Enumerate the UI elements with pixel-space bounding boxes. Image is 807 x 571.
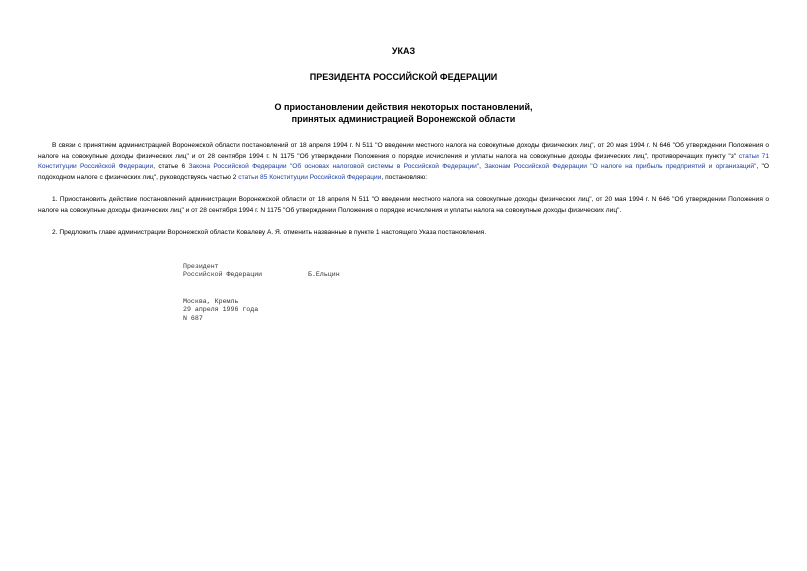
issuer-heading: ПРЕЗИДЕНТА РОССИЙСКОЙ ФЕДЕРАЦИИ <box>309 72 498 82</box>
subject-line-2: принятых администрацией Воронежской области <box>291 114 516 124</box>
preamble-text-3: , <box>479 163 485 170</box>
link-constitution-article-71[interactable]: статьи 71 Конституции Российской Федерации <box>38 152 769 170</box>
link-profit-tax-law[interactable]: Законам Российской Федерации "О налоге на прибыль предприятий и организаций" <box>484 163 757 170</box>
signing-place: Москва, Кремль <box>183 297 239 305</box>
place-date-block <box>38 298 769 324</box>
preamble-text-2: , статье 6 <box>153 163 189 170</box>
signatory-title-line-1: Президент <box>183 262 219 270</box>
clause-1: 1. Приостановить действие постановлений администрации Воронежской области от 18 апреля N 511 "О введении местного налога на совокупные доходы физических лиц", от 20 мая 1994 г. N 646 "Об утверждении Положения о налоге на совокупные доходы физических лиц" и от 28 сентября 1994 г. N 1175 "Об утверждении Положения о порядке исчисления и уплаты налога на совокупные доходы физических лиц". <box>38 196 769 214</box>
preamble-text-1: В связи с принятием администрацией Воронежской области постановлений от 18 апреля 1994 г. N 511 "О введении местного налога на совокупные доходы физических лиц", от 20 мая 1994 г. N 646 "Об утверждении Положения о налоге на совокупные доходы физических лиц" и от 28 сентября 1994 г. N 1175 "Об утверждении Положения о порядке исчисления и уплаты налога на совокупные доходы физических лиц", противоречащих пункту "з" <box>38 142 769 160</box>
link-constitution-article-85[interactable]: статьи 85 Конституции Российской Федерации <box>238 173 382 181</box>
preamble-text-4: , "О подоходном налоге с физических лиц", руководствуясь частью 2 <box>38 163 769 181</box>
link-tax-system-law[interactable]: Закона Российской Федерации "Об основах налоговой системы в Российской Федерации" <box>188 163 480 170</box>
clause-2: 2. Предложить главе администрации Воронежской области Ковалеву А. Я. отменить названные в пункте 1 настоящего Указа постановления. <box>52 229 487 236</box>
document-type-heading: УКАЗ <box>391 46 416 56</box>
preamble-paragraph <box>38 141 769 183</box>
signatory-title-line-2: Российской Федерации <box>183 271 263 279</box>
preamble-text-5: , постановляю: <box>381 173 428 181</box>
signing-date: 29 апреля 1996 года <box>183 306 259 314</box>
decree-number: N 687 <box>183 314 203 322</box>
signatory-name: Б.Ельцин <box>308 271 340 279</box>
signature-block <box>38 263 769 280</box>
document-subject <box>38 101 769 125</box>
subject-line-1: О приостановлении действия некоторых постановлений, <box>274 102 533 112</box>
